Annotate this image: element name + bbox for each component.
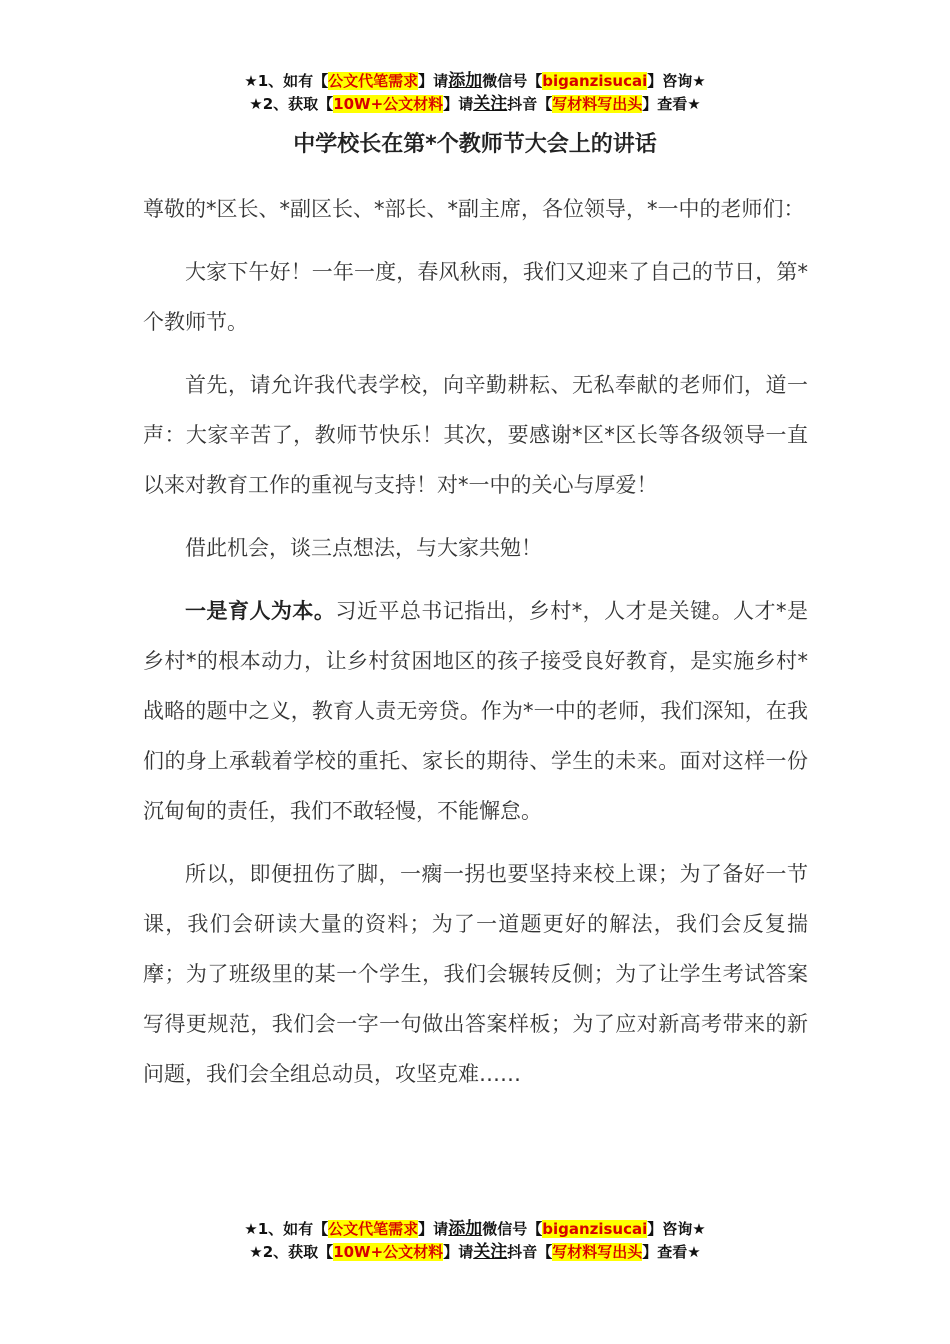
salutation: 尊敬的*区长、*副区长、*部长、*副主席，各位领导，*一中的老师们： xyxy=(143,197,805,221)
highlight-douyin-account: 写材料写出头 xyxy=(552,95,643,113)
paragraph-4-text: 习近平总书记指出，乡村*，人才是关键。人才*是乡村*的根本动力，让乡村贫困地区的孩子接受良好教育，是实施乡村*战略的题中之义，教育人责无旁贷。作为*一中的老师，我们深知，在我们的身上承载着学校的重托、家长的期待、学生的未来。面对这样一份沉甸甸的责任，我们不敢轻慢，不能懈怠。 xyxy=(143,599,809,823)
footer-banner xyxy=(0,1218,950,1264)
banner-text: 抖音【 xyxy=(507,1243,553,1261)
banner-text: 】查看★ xyxy=(642,1243,701,1261)
banner-text: 】咨询★ xyxy=(647,72,706,90)
banner-line-1 xyxy=(0,70,950,93)
banner-text: 】请 xyxy=(443,95,474,113)
paragraph-4 xyxy=(143,586,808,836)
document-title: 中学校长在第*个教师节大会上的讲话 xyxy=(293,132,657,157)
banner-text: ★1、如有【 xyxy=(244,72,329,90)
banner-text: 抖音【 xyxy=(507,95,553,113)
banner-text: ★2、获取【 xyxy=(249,1243,334,1261)
banner-emphasis: 添加 xyxy=(448,71,483,91)
paragraph-2: 首先，请允许我代表学校，向辛勤耕耘、无私奉献的老师们，道一声：大家辛苦了，教师节快乐！其次，要感谢*区*区长等各级领导一直以来对教育工作的重视与支持！对*一中的关心与厚爱！ xyxy=(143,373,808,497)
banner-text: ★1、如有【 xyxy=(244,1220,329,1238)
banner-emphasis: 添加 xyxy=(448,1219,483,1239)
highlight-service: 公文代笔需求 xyxy=(328,72,419,90)
banner-text: 】请 xyxy=(418,72,449,90)
banner-line-2 xyxy=(0,93,950,116)
paragraph-3: 借此机会，谈三点想法，与大家共勉！ xyxy=(185,536,542,560)
banner-text: 微信号【 xyxy=(482,1220,543,1238)
document-body xyxy=(143,184,808,1112)
banner-text: ★2、获取【 xyxy=(249,95,334,113)
banner-text: 】咨询★ xyxy=(647,1220,706,1238)
highlight-wechat-id: biganzisucai xyxy=(542,1220,648,1238)
highlight-service: 公文代笔需求 xyxy=(328,1220,419,1238)
banner-text: 微信号【 xyxy=(482,72,543,90)
banner-line-1 xyxy=(0,1218,950,1241)
highlight-wechat-id: biganzisucai xyxy=(542,72,648,90)
banner-text: 】查看★ xyxy=(642,95,701,113)
paragraph-1: 大家下午好！一年一度，春风秋雨，我们又迎来了自己的节日，第*个教师节。 xyxy=(143,260,808,334)
highlight-materials: 10W+公文材料 xyxy=(333,95,444,113)
highlight-materials: 10W+公文材料 xyxy=(333,1243,444,1261)
banner-emphasis: 关注 xyxy=(473,94,508,114)
header-banner xyxy=(0,70,950,116)
highlight-douyin-account: 写材料写出头 xyxy=(552,1243,643,1261)
point-heading: 一是育人为本。 xyxy=(185,599,336,623)
banner-text: 】请 xyxy=(443,1243,474,1261)
paragraph-5: 所以，即便扭伤了脚，一瘸一拐也要坚持来校上课；为了备好一节课，我们会研读大量的资料；为了一道题更好的解法，我们会反复揣摩；为了班级里的某一个学生，我们会辗转反侧；为了让学生考试答案写得更规范，我们会一字一句做出答案样板；为了应对新高考带来的新问题，我们会全组总动员，攻坚克难…… xyxy=(143,862,808,1086)
banner-text: 】请 xyxy=(418,1220,449,1238)
banner-emphasis: 关注 xyxy=(473,1242,508,1262)
banner-line-2 xyxy=(0,1241,950,1264)
